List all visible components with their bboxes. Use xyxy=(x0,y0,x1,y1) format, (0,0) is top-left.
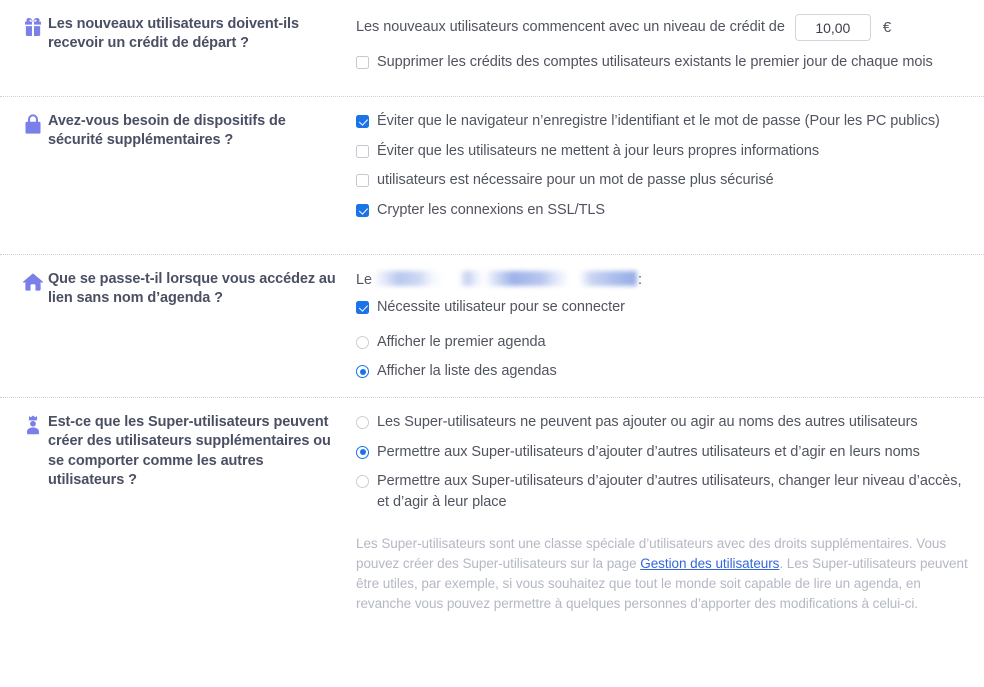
radio-superusers-no-act[interactable] xyxy=(356,416,369,429)
option-label: Afficher la liste des agendas xyxy=(377,363,557,380)
gift-icon xyxy=(18,14,48,38)
option-label: Afficher le premier agenda xyxy=(377,333,546,350)
super-user-icon xyxy=(18,412,48,436)
checkbox-require-user-login[interactable] xyxy=(356,301,369,314)
section-title: Les nouveaux utilisateurs doivent-ils recevoir un crédit de départ ? xyxy=(48,16,299,52)
section-title: Avez-vous besoin de dispositifs de sécurité supplémentaires ? xyxy=(48,113,286,149)
section-nameless-agenda-link xyxy=(0,255,984,398)
option-row[interactable] xyxy=(356,111,968,132)
option-row[interactable] xyxy=(356,471,968,512)
lock-icon xyxy=(18,111,48,135)
option-label: Permettre aux Super-utilisateurs d’ajouter d’autres utilisateurs, changer leur niveau d’accès, et d’agir à leur place xyxy=(377,473,962,510)
option-row[interactable] xyxy=(356,200,968,221)
option-row[interactable] xyxy=(356,332,968,353)
option-row[interactable] xyxy=(356,412,968,433)
option-row[interactable] xyxy=(356,297,968,318)
checkbox-prevent-browser-save[interactable] xyxy=(356,115,369,128)
option-row[interactable] xyxy=(356,361,968,382)
option-row[interactable] xyxy=(356,52,968,73)
radio-superusers-add-and-act[interactable] xyxy=(356,446,369,459)
redacted-text-blur xyxy=(373,271,637,286)
redacted-suffix: : xyxy=(638,272,643,288)
option-label: Permettre aux Super-utilisateurs d’ajouter d’autres utilisateurs et d’agir en leurs noms xyxy=(377,443,920,460)
section-body xyxy=(348,14,968,73)
section-title: Est-ce que les Super-utilisateurs peuvent créer des utilisateurs supplémentaires ou se comporter comme les autres utilisateurs ? xyxy=(48,414,331,488)
option-row[interactable] xyxy=(356,170,968,191)
starting-credit-label: Les nouveaux utilisateurs commencent avec un niveau de crédit de xyxy=(356,19,785,36)
section-super-users xyxy=(0,398,984,668)
user-management-link[interactable]: Gestion des utilisateurs xyxy=(640,556,780,572)
checkbox-strong-password[interactable] xyxy=(356,174,369,187)
radio-show-agenda-list[interactable] xyxy=(356,365,369,378)
starting-credit-input[interactable] xyxy=(795,14,871,41)
currency-symbol: € xyxy=(882,19,892,36)
option-label: Éviter que le navigateur n’enregistre l’identifiant et le mot de passe (Pour les PC publics) xyxy=(377,113,940,129)
checkbox-prevent-self-update[interactable] xyxy=(356,145,369,158)
option-label: Crypter les connexions en SSL/TLS xyxy=(377,201,606,218)
option-label: utilisateurs est nécessaire pour un mot de passe plus sécurisé xyxy=(377,172,774,189)
option-label: Les Super-utilisateurs ne peuvent pas ajouter ou agir au noms des autres utilisateurs xyxy=(377,414,918,430)
section-starting-credit xyxy=(0,0,984,97)
home-icon xyxy=(18,269,48,293)
starting-credit-row xyxy=(356,14,968,41)
help-text-part-1: Les Super-utilisateurs sont une classe spéciale d’utilisateurs avec des droits supplémentaires. Vous pouvez créer des Super-utilisateurs sur la page xyxy=(356,536,947,572)
section-body xyxy=(348,269,968,382)
section-security xyxy=(0,97,984,255)
super-users-help-text xyxy=(356,534,968,614)
option-row[interactable] xyxy=(356,442,968,463)
option-row[interactable] xyxy=(356,141,968,162)
redacted-line xyxy=(356,269,968,288)
section-body xyxy=(348,412,968,614)
option-label: Nécessite utilisateur pour se connecter xyxy=(377,299,625,315)
checkbox-remove-credits[interactable] xyxy=(356,56,369,69)
radio-show-first-agenda[interactable] xyxy=(356,336,369,349)
redacted-prefix: Le xyxy=(356,272,373,288)
checkbox-ssl-tls[interactable] xyxy=(356,204,369,217)
section-title: Que se passe-t-il lorsque vous accédez au lien sans nom d’agenda ? xyxy=(48,271,336,307)
option-label: Éviter que les utilisateurs ne mettent à jour leurs propres informations xyxy=(377,142,820,159)
radio-superusers-add-change-act[interactable] xyxy=(356,475,369,488)
section-body xyxy=(348,111,968,220)
option-label: Supprimer les crédits des comptes utilisateurs existants le premier jour de chaque mois xyxy=(377,54,933,70)
help-text-part-2: . Les Super-utilisateurs peuvent être utiles, par exemple, si vous souhaitez que tout le monde soit capable de lire un agenda, en revanche vous pouvez permettre à quelques personnes d’apporter des modifications à celui-ci. xyxy=(356,556,968,612)
